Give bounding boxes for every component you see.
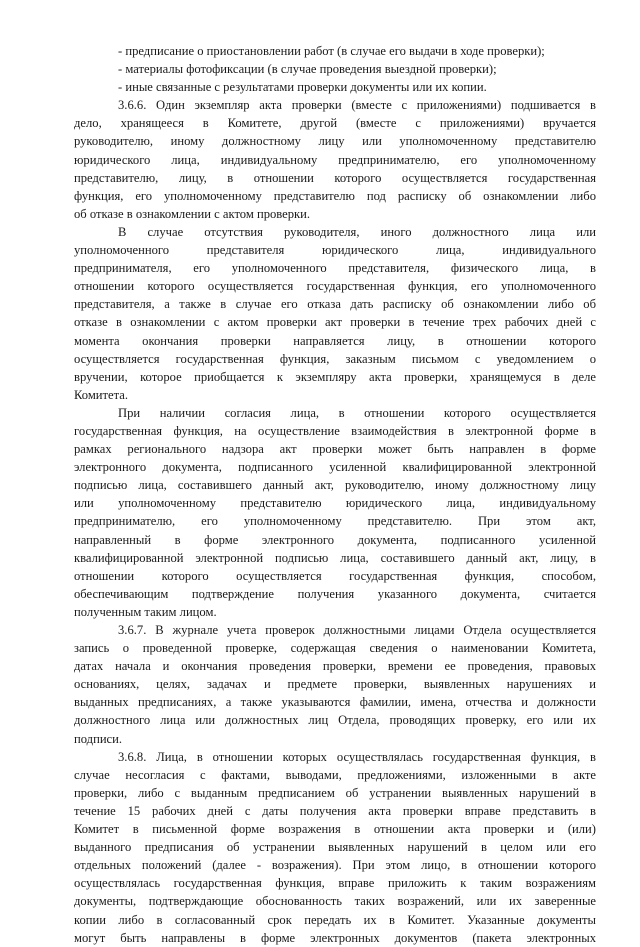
text-line: случае несогласия с фактами, выводами, предложениями, изложенными в акте <box>74 767 596 782</box>
list-item-other-documents: - иные связанные с результатами проверки документы или их копии. <box>118 80 487 95</box>
text-line: представителю, лицу, в отношении которого осуществляется государственная <box>74 170 596 185</box>
text-line: или уполномоченному представителю юридического лица, индивидуальному <box>74 496 596 511</box>
text-line: Комитет в письменной форме возражения в отношении акта проверки и (или) <box>74 822 596 837</box>
text-line: руководителю, иному должностному лицу или уполномоченному представителю <box>74 134 596 149</box>
text-line: датах начала и окончания проведения проверки, времени ее проведения, правовых <box>74 659 596 674</box>
text-line: копии либо в согласованный срок передать их в Комитет. Указанные документы <box>74 912 596 927</box>
text-line: момента окончания проверки направляется лицу, в отношении которого <box>74 333 596 348</box>
text-line: направленный в форме электронного документа, подписанного усиленной <box>74 532 596 547</box>
text-line: рамках регионального надзора акт проверки может быть направлен в форме <box>74 442 596 457</box>
text-line: проверки, либо с выданным предписанием об устранении выявленных нарушений в <box>74 785 596 800</box>
text-line: 3.6.7. В журнале учета проверок должностными лицами Отдела осуществляется <box>118 623 596 637</box>
text-line: осуществлялась государственная функция, вправе приложить к таким возражениям <box>74 876 596 891</box>
text-line: 3.6.8. Лица, в отношении которых осуществлялась государственная функция, в <box>118 749 596 764</box>
text-line: предпринимателя, его уполномоченного представителя, физического лица, в <box>74 261 596 276</box>
text-line: вручении, которое приобщается к экземпляру акта проверки, хранящемуся в деле <box>74 369 596 384</box>
text-line: течение 15 рабочих дней с даты получения акта проверки вправе представить в <box>74 803 596 818</box>
text-line: уполномоченного представителя юридического лица, индивидуального <box>74 243 596 258</box>
text-line: отношении которого осуществляется государственная функция, способом, <box>74 568 596 583</box>
text-line: 3.6.6. Один экземпляр акта проверки (вместе с приложениями) подшивается в <box>118 98 596 113</box>
text-line: об отказе в ознакомлении с актом проверки. <box>74 206 311 221</box>
text-line: В случае отсутствия руководителя, иного должностного лица или <box>118 224 596 239</box>
text-line: полученным таким лицом. <box>74 604 217 619</box>
text-line: отдельных положений (далее - возражения). При этом лицо, в отношении которого <box>74 858 596 873</box>
text-line: подписи. <box>74 731 123 746</box>
text-line: государственная функция, на осуществление взаимодействия в электронной форме в <box>74 423 596 438</box>
text-line: квалифицированной электронной подписью лица, составившего данный акт, лицу, в <box>74 550 596 565</box>
document-page <box>74 42 596 947</box>
text-line: функция, его уполномоченному представителю под расписку об ознакомлении либо <box>74 188 596 203</box>
text-line: электронного документа, подписанного усиленной квалифицированной электронной <box>74 460 596 475</box>
text-line: дело, хранящееся в Комитете, другой (вместе с приложениями) вручается <box>74 116 596 131</box>
text-line: обеспечивающим подтверждение получения указанного документа, считается <box>74 586 596 601</box>
text-line: Комитета. <box>74 387 129 402</box>
text-line: запись о проведенной проверке, содержащая сведения о наименовании Комитета, <box>74 641 596 656</box>
text-line: представителя, а также в случае его отказа дать расписку об ознакомлении либо об <box>74 297 596 312</box>
text-line: основаниях, целях, задачах и предмете проверки, выявленных нарушениях и <box>74 677 596 692</box>
text-line: выданного предписания об устранении выявленных нарушений в целом или его <box>74 840 596 855</box>
list-item-photo-materials: - материалы фотофиксации (в случае проведения выездной проверки); <box>118 62 497 77</box>
text-line: предпринимателю, его уполномоченному представителю. При этом акт, <box>74 514 596 529</box>
text-line: выданных предписаниях, а также указываются фамилии, имена, отчества и должности <box>74 695 596 710</box>
list-item-prescription: - предписание о приостановлении работ (в случае его выдачи в ходе проверки); <box>118 44 545 58</box>
text-line: могут быть направлены в форме электронных документов (пакета электронных <box>74 930 596 945</box>
text-line: юридического лица, индивидуальному предпринимателю, его уполномоченному <box>74 152 596 167</box>
text-line: осуществляется государственная функция, заказным письмом с уведомлением о <box>74 351 596 366</box>
text-line: При наличии согласия лица, в отношении которого осуществляется <box>118 405 596 420</box>
text-line: отношении которого осуществляется государственная функция, его уполномоченного <box>74 279 596 294</box>
text-line: должностного лица или должностных лиц Отдела, проводящих проверку, его или их <box>74 713 596 728</box>
text-line: отказе в ознакомлении с актом проверки акт проверки в течение трех рабочих дней с <box>74 315 596 330</box>
text-line: документы, подтверждающие обоснованность таких возражений, или их заверенные <box>74 894 596 909</box>
text-line: подписью лица, составившего данный акт, руководителю, иному должностному лицу <box>74 478 596 493</box>
